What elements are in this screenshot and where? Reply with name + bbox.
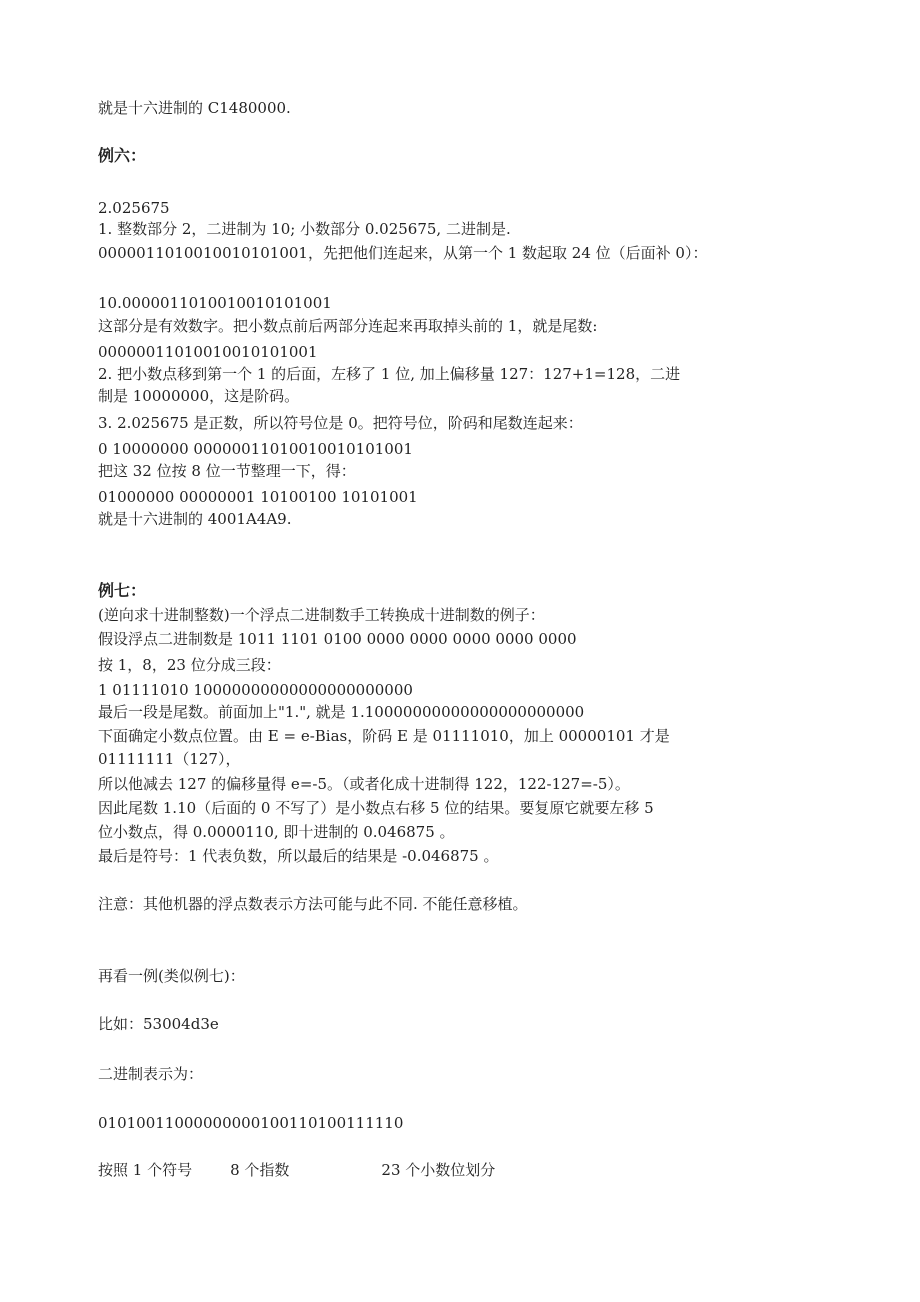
split-description [98,1160,495,1180]
example6-step2-line1: 2. 把小数点移到第一个 1 的后面，左移了 1 位, 加上偏移量 127：127+1=128，二进 [98,365,681,383]
example7-shift-line2: 位小数点，得 0.0000110, 即十进制的 0.046875 。 [98,823,455,841]
example6-mantissa: 00000011010010010101001 [98,343,318,361]
example7-shift-line1: 因此尾数 1.10（后面的 0 不写了）是小数点右移 5 位的结果。要复原它就要左移 5 [98,799,654,817]
example6-bits32: 0 10000000 00000011010010010101001 [98,440,413,458]
example7-decimal-line1: 下面确定小数点位置。由 E = e-Bias，阶码 E 是 01111010，加上 00000101 才是 [98,727,670,745]
another-example-title: 再看一例(类似例七)： [98,967,245,985]
example6-number: 2.025675 [98,199,170,217]
example7-subtract: 所以他减去 127 的偏移量得 e=-5。（或者化成十进制得 122，122-127=-5）。 [98,775,630,793]
example7-tail-note: 最后一段是尾数。前面加上"1.", 就是 1.10000000000000000000000 [98,703,585,721]
another-example-value: 比如：53004d3e [98,1015,219,1033]
example6-step2-line2: 制是 10000000，这是阶码。 [98,387,300,405]
example6-step1-line1: 1. 整数部分 2，二进制为 10; 小数部分 0.025675, 二进制是. [98,220,511,238]
example7-heading: 例七： [98,581,147,600]
hex-result-previous: 就是十六进制的 C1480000. [98,99,291,117]
example7-split-note: 按 1，8，23 位分成三段： [98,656,281,674]
notice-text: 注意：其他机器的浮点数表示方法可能与此不同. 不能任意移植。 [98,895,528,913]
split-part-exponent: 8 个指数 [230,1161,290,1179]
binary-value: 01010011000000000100110100111110 [98,1114,404,1132]
example6-note: 这部分是有效数字。把小数点前后两部分连起来再取掉头前的 1，就是尾数: [98,317,598,335]
example6-combined-binary: 10.0000011010010010101001 [98,294,332,312]
example6-grouped: 01000000 00000001 10100100 10101001 [98,488,418,506]
example7-sign: 最后是符号：1 代表负数，所以最后的结果是 -0.046875 。 [98,847,499,865]
example6-heading: 例六： [98,146,147,165]
example6-step1-line2: 0000011010010010101001，先把他们连起来，从第一个 1 数起取 24 位（后面补 0）： [98,244,708,262]
example6-step3: 3. 2.025675 是正数，所以符号位是 0。把符号位，阶码和尾数连起来： [98,414,583,432]
split-part-sign: 按照 1 个符号 [98,1161,193,1179]
example7-split: 1 01111010 10000000000000000000000 [98,681,413,699]
split-part-fraction: 23 个小数位划分 [381,1161,496,1179]
binary-label: 二进制表示为： [98,1065,204,1083]
example7-decimal-line2: 01111111（127）， [98,750,241,768]
example7-intro: (逆向求十进制整数)一个浮点二进制数手工转换成十进制数的例子： [98,606,545,624]
example7-assume: 假设浮点二进制数是 1011 1101 0100 0000 0000 0000 0000 0000 [98,630,577,648]
example6-hex-result: 就是十六进制的 4001A4A9. [98,510,292,528]
example6-group-note: 把这 32 位按 8 位一节整理一下，得： [98,462,356,480]
